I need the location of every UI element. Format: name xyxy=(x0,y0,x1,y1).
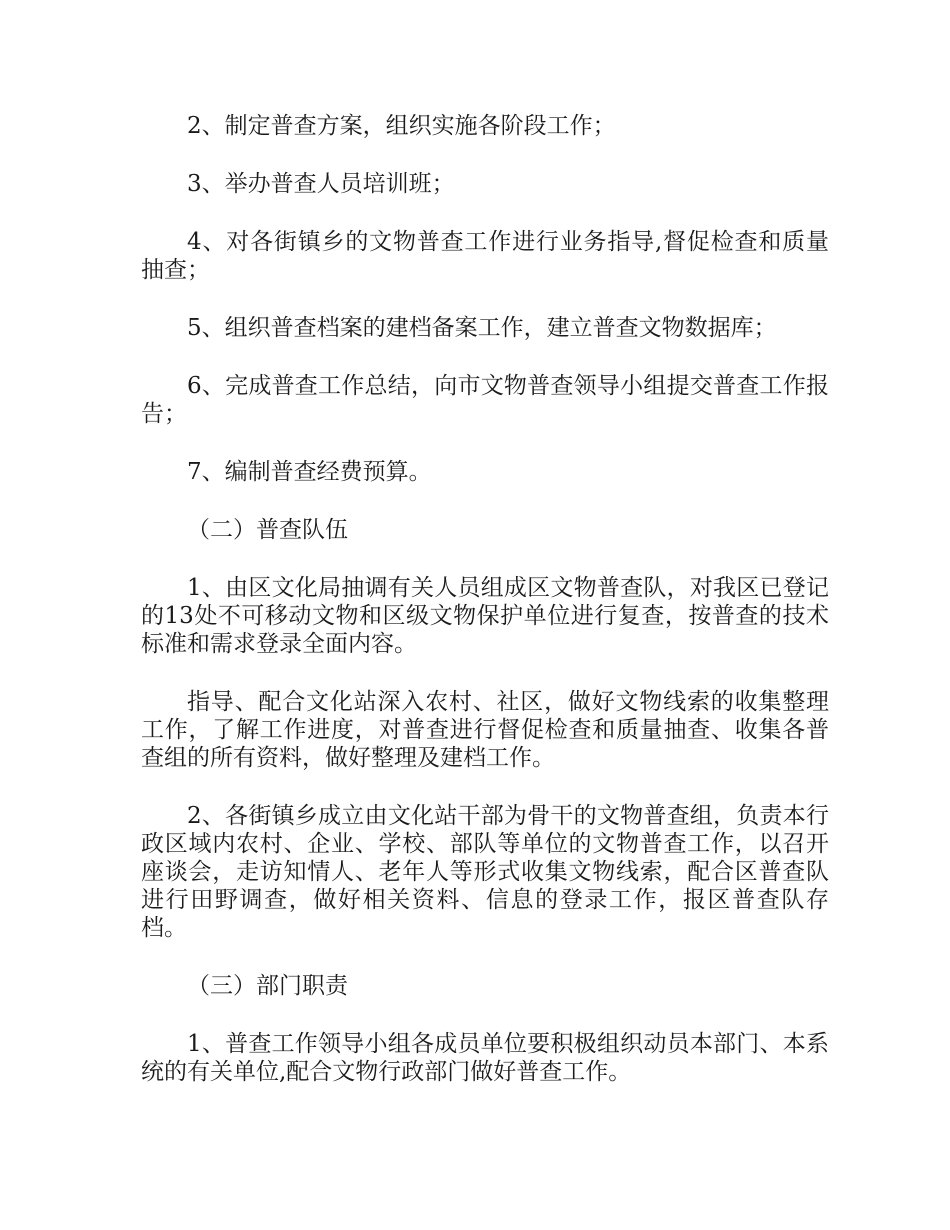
paragraph-item-6: 6、完成普查工作总结，向市文物普查领导小组提交普查工作报告； xyxy=(141,373,829,427)
paragraph-item-7: 7、编制普查经费预算。 xyxy=(187,459,432,485)
paragraph-item-5: 5、组织普查档案的建档备案工作，建立普查文物数据库； xyxy=(187,315,777,341)
section-heading-team: （二）普查队伍 xyxy=(187,517,348,543)
paragraph-team-guidance: 指导、配合文化站深入农村、社区，做好文物线索的收集整理工作，了解工作进度，对普查进行督促检查和质量抽查、收集各普查组的所有资料，做好整理及建档工作。 xyxy=(141,689,829,771)
paragraph-team-2: 2、各街镇乡成立由文化站干部为骨干的文物普查组，负责本行政区域内农村、企业、学校、部队等单位的文物普查工作，以召开座谈会，走访知情人、老年人等形式收集文物线索，配合区普查队进行田野调查，做好相关资料、信息的登录工作，报区普查队存档。 xyxy=(141,803,829,941)
paragraph-item-2: 2、制定普查方案，组织实施各阶段工作； xyxy=(187,113,616,139)
section-heading-duties: （三）部门职责 xyxy=(187,973,348,999)
paragraph-duties-1: 1、普查工作领导小组各成员单位要积极组织动员本部门、本系统的有关单位,配合文物行政部门做好普查工作。 xyxy=(141,1031,829,1085)
paragraph-team-1: 1、由区文化局抽调有关人员组成区文物普查队，对我区已登记的13处不可移动文物和区级文物保护单位进行复查，按普查的技术标准和需求登录全面内容。 xyxy=(141,575,829,657)
paragraph-item-4: 4、对各街镇乡的文物普查工作进行业务指导,督促检查和质量抽查； xyxy=(141,229,829,283)
paragraph-item-3: 3、举办普查人员培训班； xyxy=(187,171,455,197)
document-body xyxy=(141,112,829,1116)
